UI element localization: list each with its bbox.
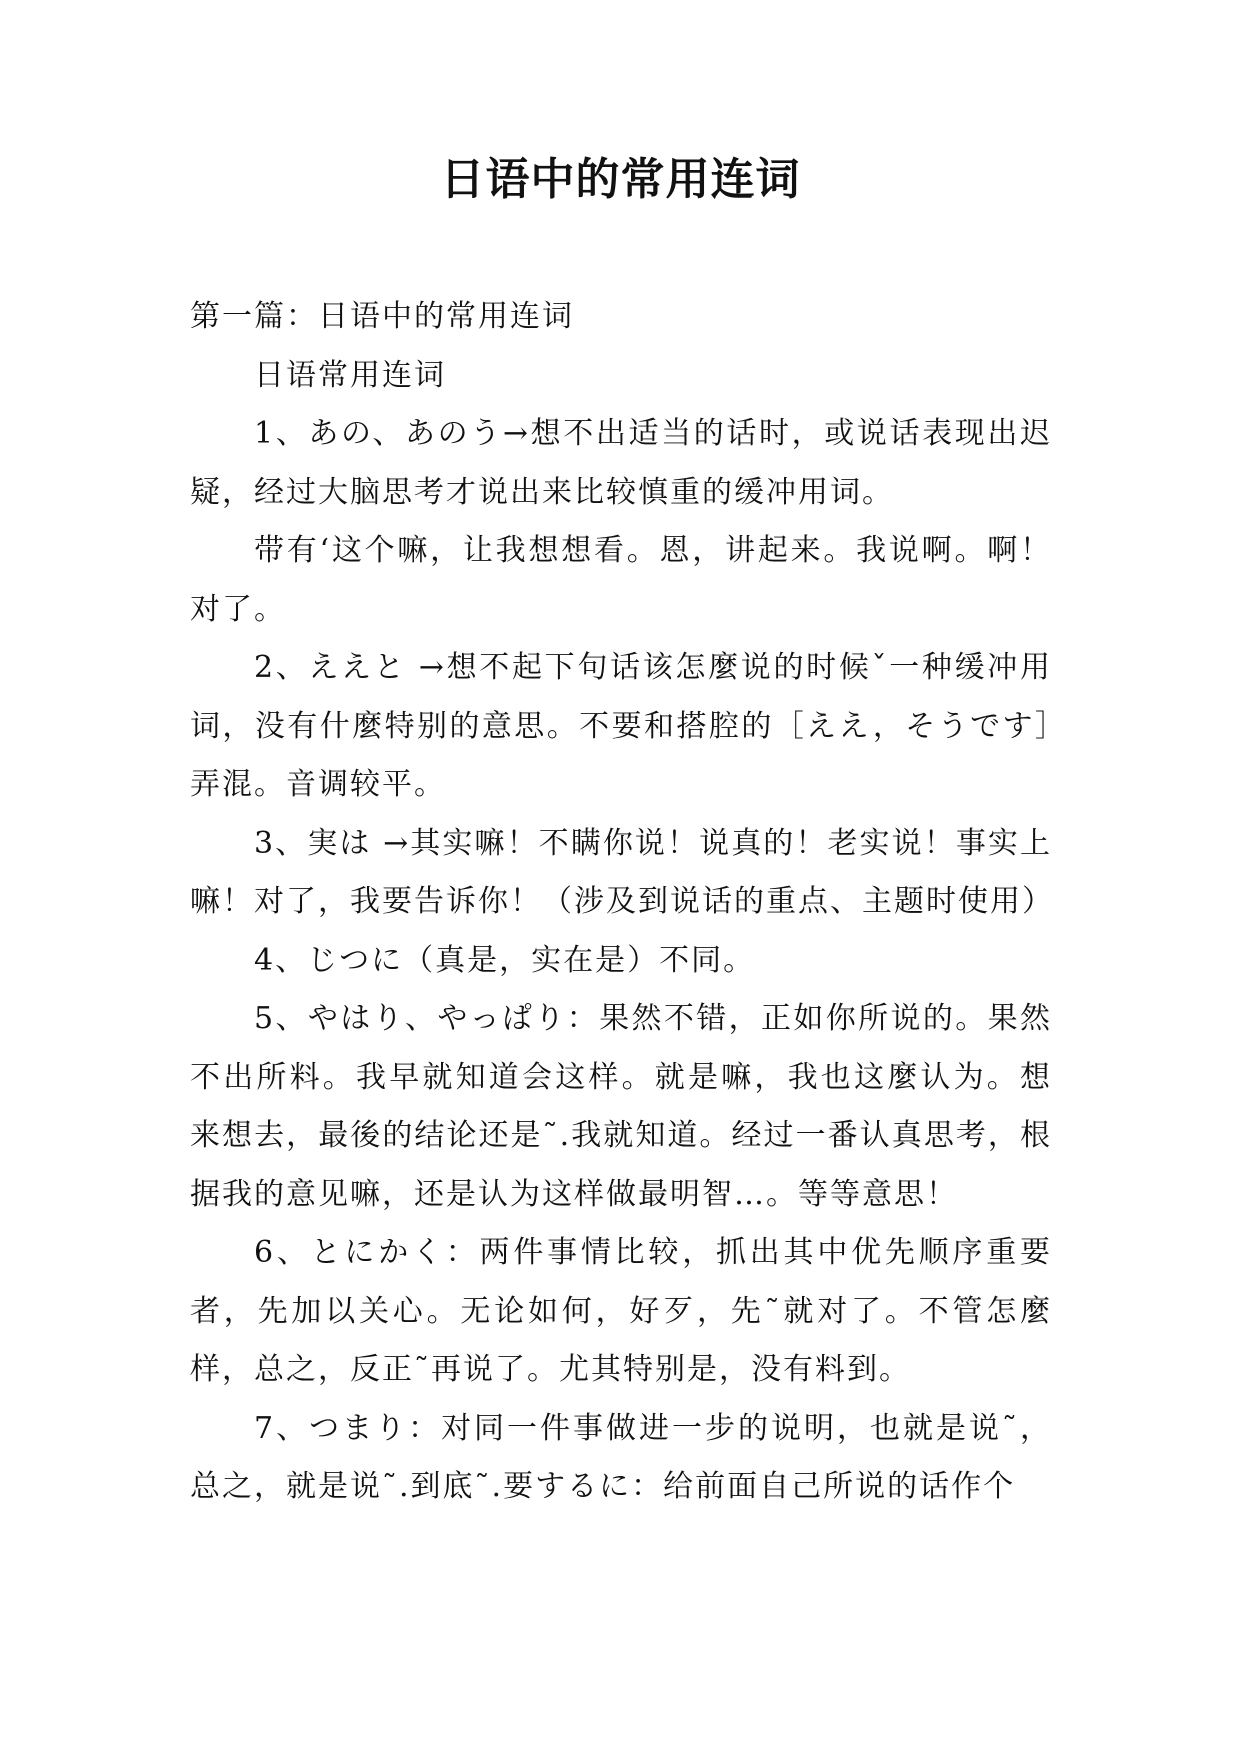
section-heading: 第一篇：日语中的常用连词: [190, 299, 574, 334]
paragraph-item-1-note: 带有‘这个嘛，让我想想看。恩，讲起来。我说啊。啊！对了。: [190, 533, 1052, 627]
paragraph-item-1: 1、あの、あのう→想不出适当的话时，或说话表现出迟疑，经过大脑思考才说出来比较慎重的缓冲用词。: [190, 416, 1052, 510]
paragraph-item-2: 2、ええと →想不起下句话该怎麼说的时候ˇ一种缓冲用词，没有什麼特别的意思。不要和搭腔的［ええ，そうです］弄混。音调较平。: [190, 650, 1052, 802]
paragraph-item-7: 7、つまり：对同一件事做进一步的说明，也就是说˜，总之，就是说˜.到底˜.要するに：给前面自己所说的话作个: [190, 1410, 1052, 1504]
paragraph-item-6: 6、とにかく：两件事情比较，抓出其中优先顺序重要者，先加以关心。无论如何，好歹，先˜就对了。不管怎麼样，总之，反正˜再说了。尤其特别是，没有料到。: [190, 1235, 1052, 1387]
document-body: [190, 288, 1052, 1517]
subheading: 日语常用连词: [254, 357, 446, 393]
paragraph-item-5: 5、やはり、やっぱり：果然不错，正如你所说的。果然不出所料。我早就知道会这样。就是嘛，我也这麼认为。想来想去，最後的结论还是˜.我就知道。经过一番认真思考，根据我的意见嘛，还是认为这样做最明智…。等等意思！: [190, 1001, 1052, 1212]
document-title: 日语中的常用连词: [440, 154, 801, 205]
paragraph-item-4: 4、じつに（真是，实在是）不同。: [254, 942, 756, 978]
paragraph-item-3: 3、実は →其实嘛！不瞒你说！说真的！老实说！事实上嘛！对了，我要告诉你！（涉及到说话的重点、主题时使用）: [190, 825, 1054, 919]
